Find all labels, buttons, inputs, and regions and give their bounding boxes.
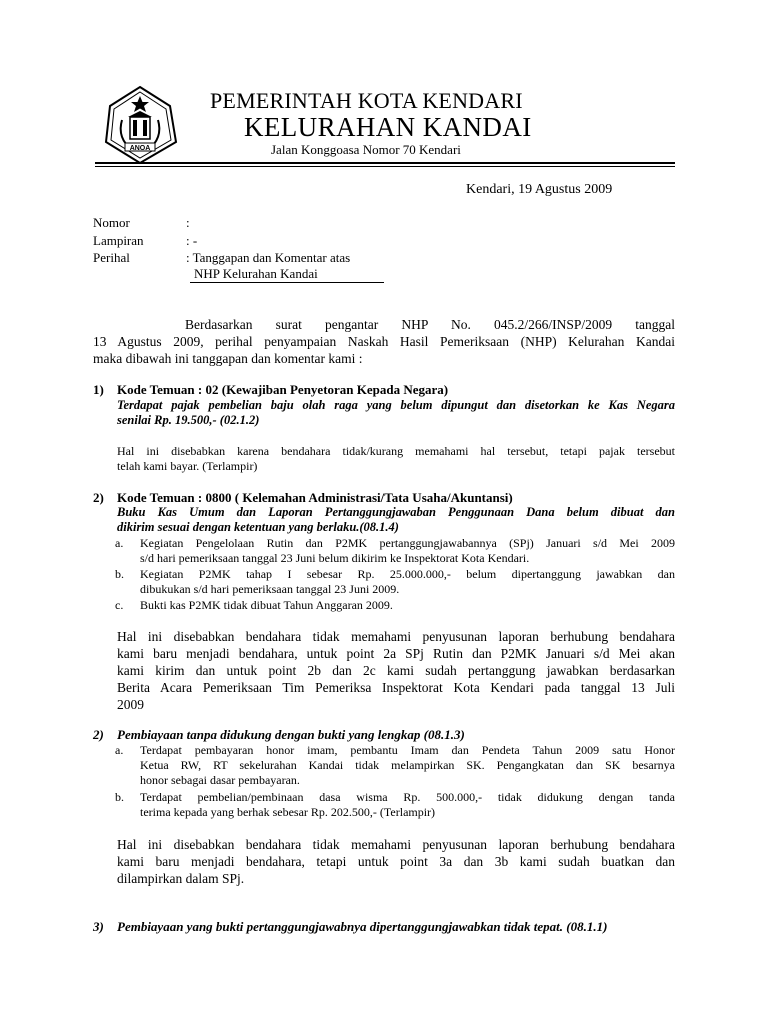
item2-c-line1: Bukti kas P2MK tidak dibuat Tahun Anggaran 2009. — [140, 598, 393, 612]
nomor-value: : — [186, 215, 190, 230]
item1-finding-line1: Terdapat pajak pembelian baju olah raga yang belum dipungut dan disetorkan ke Kas Negara — [117, 398, 675, 412]
letterhead-rule-thin — [95, 166, 675, 167]
item2-b-line1: Kegiatan P2MK tahap I sebesar Rp. 25.000.000,- belum dipertanggung jawabkan dan — [140, 567, 675, 581]
item2-response-line3: kami kirim dan untuk point 2b dan 2c kami sudah pertanggung jawabkan berdasarkan — [117, 663, 675, 678]
item2-finding-line1: Buku Kas Umum dan Laporan Pertanggungjawaban Penggunaan Dana belum dibuat dan — [117, 505, 675, 519]
item3-b-line2: terima kepada yang berhak sebesar Rp. 202.500,- (Terlampir) — [140, 805, 436, 819]
item2-response-line2: kami baru menjadi bendahara, untuk point 2a SPj Rutin dan P2MK Januari s/d Mei akan — [117, 646, 675, 661]
intro-line-2: 13 Agustus 2009, perihal penyampaian Naskah Hasil Pemeriksaan (NHP) Kelurahan Kandai — [93, 334, 675, 349]
city-emblem-logo — [100, 84, 180, 166]
emblem-banner-text: ANOA — [129, 145, 151, 152]
nomor-label: Nomor — [93, 215, 130, 230]
item2-number: 2) — [93, 490, 104, 505]
letter-date: Kendari, 19 Agustus 2009 — [466, 182, 613, 197]
item3-response-line3: dilampirkan dalam SPj. — [117, 871, 245, 886]
item2-c-letter: c. — [115, 598, 124, 612]
item3-b-letter: b. — [115, 790, 124, 804]
item3-a-line3: honor sebagai dasar pembayaran. — [140, 773, 300, 787]
item1-number: 1) — [93, 382, 104, 397]
item2-finding-line2: dikirim sesuai dengan ketentuan yang berlaku.(08.1.4) — [117, 520, 399, 534]
perihal-value-line1: : Tanggapan dan Komentar atas — [186, 250, 351, 265]
item3-number: 2) — [93, 727, 104, 742]
item2-a-line2: s/d hari pemeriksaan tanggal 23 Juni belum dikirim ke Inspektorat Kota Kendari. — [140, 551, 530, 565]
intro-line-3: maka dibawah ini tanggapan dan komentar kami : — [93, 351, 363, 366]
lampiran-value: : - — [186, 233, 198, 248]
letterhead-government: PEMERINTAH KOTA KENDARI — [210, 88, 523, 113]
letterhead-rule-thick — [95, 162, 675, 164]
item2-response-line5: 2009 — [117, 697, 144, 712]
item3-title: Pembiayaan tanpa didukung dengan bukti yang lengkap (08.1.3) — [117, 727, 465, 742]
item4-number: 3) — [93, 919, 104, 934]
item2-b-letter: b. — [115, 567, 124, 581]
item1-finding-line2: senilai Rp. 19.500,- (02.1.2) — [117, 413, 260, 427]
intro-line-1: Berdasarkan surat pengantar NHP No. 045.2/266/INSP/2009 tanggal — [185, 317, 675, 332]
item2-response-line1: Hal ini disebabkan bendahara tidak memahami penyusunan laporan berhubung bendahara — [117, 629, 675, 644]
perihal-value-line2: NHP Kelurahan Kandai — [194, 266, 318, 281]
item3-a-line1: Terdapat pembayaran honor imam, pembantu Imam dan Pendeta Tahun 2009 satu Honor — [140, 743, 675, 757]
item2-title: Kode Temuan : 0800 ( Kelemahan Administrasi/Tata Usaha/Akuntansi) — [117, 490, 513, 505]
item3-a-letter: a. — [115, 743, 124, 757]
item2-a-line1: Kegiatan Pengelolaan Rutin dan P2MK pertanggungjawabannya (SPj) Januari s/d Mei 2009 — [140, 536, 675, 550]
perihal-label: Perihal — [93, 250, 130, 265]
item4-title: Pembiayaan yang bukti pertanggungjawabnya dipertanggungjawabkan tidak tepat. (08.1.1) — [117, 919, 608, 934]
letterhead-address: Jalan Konggoasa Nomor 70 Kendari — [271, 142, 461, 157]
perihal-underline — [190, 282, 384, 283]
item1-title: Kode Temuan : 02 (Kewajiban Penyetoran Kepada Negara) — [117, 382, 449, 397]
item2-response-line4: Berita Acara Pemeriksaan Tim Pemeriksa Inspektorat Kota Kendari pada tanggal 13 Juli — [117, 680, 675, 695]
letterhead-kelurahan: KELURAHAN KANDAI — [244, 112, 532, 142]
item3-a-line2: Ketua RW, RT sekelurahan Kandai tidak melampirkan SK. Pengangkatan dan SK besarnya — [140, 758, 675, 772]
lampiran-label: Lampiran — [93, 233, 144, 248]
item3-response-line1: Hal ini disebabkan bendahara tidak memahami penyusunan laporan berhubung bendahara — [117, 837, 675, 852]
item3-response-line2: kami baru menjadi bendahara, tetapi untuk point 3a dan 3b kami sudah buatkan dan — [117, 854, 675, 869]
item2-a-letter: a. — [115, 536, 124, 550]
item1-response-line2: telah kami bayar. (Terlampir) — [117, 459, 258, 473]
item3-b-line1: Terdapat pembelian/pembinaan dasa wisma Rp. 500.000,- tidak didukung dengan tanda — [140, 790, 675, 804]
item1-response-line1: Hal ini disebabkan karena bendahara tidak/kurang memahami hal tersebut, tetapi pajak tersebut — [117, 444, 675, 458]
item2-b-line2: dibukukan s/d hari pemeriksaan tanggal 23 Juni 2009. — [140, 582, 400, 596]
